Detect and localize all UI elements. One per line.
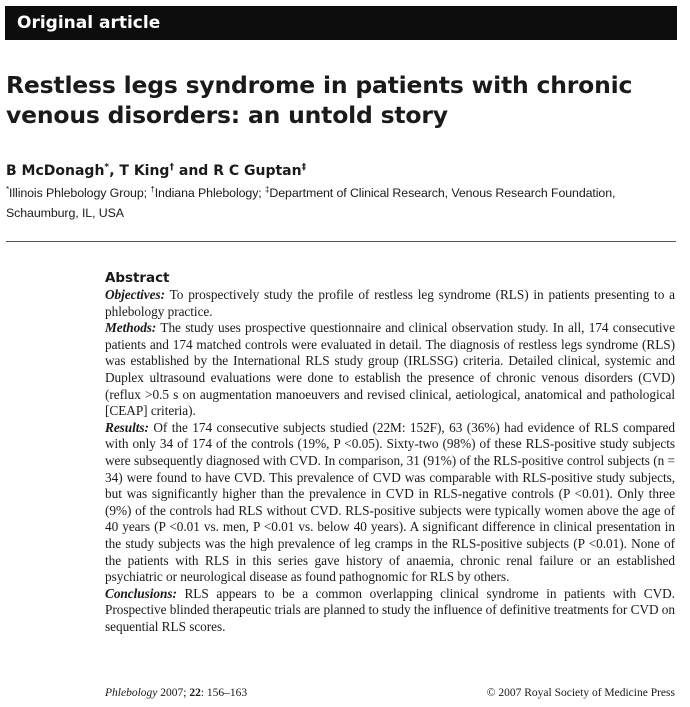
conclusions-label: Conclusions: <box>105 585 177 601</box>
affiliation-text: Department of Clinical Research, Venous Research Foundation, Schaumburg, IL, USA <box>6 186 616 220</box>
methods-paragraph <box>105 320 675 420</box>
article-type-banner: Original article <box>5 6 677 40</box>
author-separator: and <box>174 163 214 179</box>
conclusions-paragraph <box>105 586 675 636</box>
article-title <box>6 70 676 130</box>
author-separator: , <box>109 163 120 179</box>
copyright-notice: © 2007 Royal Society of Medicine Press <box>486 687 675 699</box>
author-footnote-mark: † <box>169 162 174 173</box>
affiliation-text: Indiana Phlebology; <box>154 186 265 200</box>
objectives-label: Objectives: <box>105 287 165 302</box>
citation-pages: : 156–163 <box>200 687 248 699</box>
objectives-paragraph <box>105 287 675 320</box>
conclusions-text: RLS appears to be a common overlapping clinical syndrome in patients with CVD. Prospective blinded therapeutic trials are planned to study the influence of definitive treatments for CVD on sequential RLS scores. <box>105 585 675 634</box>
methods-text: The study uses prospective questionnaire and clinical observation study. In all, 174 consecutive patients and 174 matched controls were evaluated in detail. The diagnosis of restless legs syndrome (RLS) was established by the International RLS study group (IRLSSG) criteria. Detailed clinical, systemic and Duplex ultrasound evaluations were done to establish the presence of chronic venous disorders (CVD) (reflux >0.5 s on augmentation manoeuvers and revised clinical, aetiological, anatomical and pathological [CEAP] criteria). <box>105 320 675 419</box>
title-line-2: venous disorders: an untold story <box>6 101 448 129</box>
affiliations <box>6 183 682 223</box>
affiliation-text: Illinois Phlebology Group; <box>9 186 151 200</box>
author-list <box>6 162 676 180</box>
results-paragraph <box>105 420 675 586</box>
affiliation-mark: † <box>150 184 155 194</box>
methods-label: Methods: <box>105 320 157 336</box>
author-name: B McDonagh <box>6 163 105 179</box>
affiliation-mark: * <box>6 184 10 194</box>
affiliation-mark: ‡ <box>265 184 270 194</box>
author-name: R C Guptan <box>213 163 302 179</box>
journal-name: Phlebology <box>105 687 158 699</box>
author-footnote-mark: * <box>104 162 110 173</box>
citation-volume: 22 <box>189 687 201 699</box>
abstract-section <box>105 270 675 635</box>
journal-citation <box>105 686 247 700</box>
title-line-1: Restless legs syndrome in patients with chronic <box>6 71 633 99</box>
objectives-text: To prospectively study the profile of restless leg syndrome (RLS) in patients presenting to a phlebology practice. <box>105 287 675 319</box>
abstract-heading: Abstract <box>105 270 170 286</box>
results-label: Results: <box>105 419 149 435</box>
results-text: Of the 174 consecutive subjects studied (22M: 152F), 63 (36%) had evidence of RLS compared with only 34 of 174 of the controls (19%, P <0.05). Sixty-two (98%) of these RLS-positive study subjects were subsequently diagnosed with CVD. In comparison, 31 (91%) of the RLS-positive control subjects (n = 34) were found to have CVD. This prevalence of CVD was comparable with RLS-positive study subjects, but was significantly higher than the prevalence in CVD in RLS-negative controls (P <0.01). Only three (9%) of the controls had RLS without CVD. RLS-positive subjects were typically women above the age of 40 years (P <0.01 vs. men, P <0.01 vs. below 40 years). A significant difference in clinical presentation in the study subjects was the high prevalence of leg cramps in the RLS-positive subjects (P <0.01). None of the patients with RLS in this series gave history of anaemia, chronic renal failure or an established psychiatric or neurological disease as found pathognomic for RLS by others. <box>105 419 675 585</box>
citation-year: 2007; <box>157 687 190 699</box>
header-divider <box>6 241 676 242</box>
author-footnote-mark: ‡ <box>301 162 307 173</box>
author-name: T King <box>119 163 170 179</box>
